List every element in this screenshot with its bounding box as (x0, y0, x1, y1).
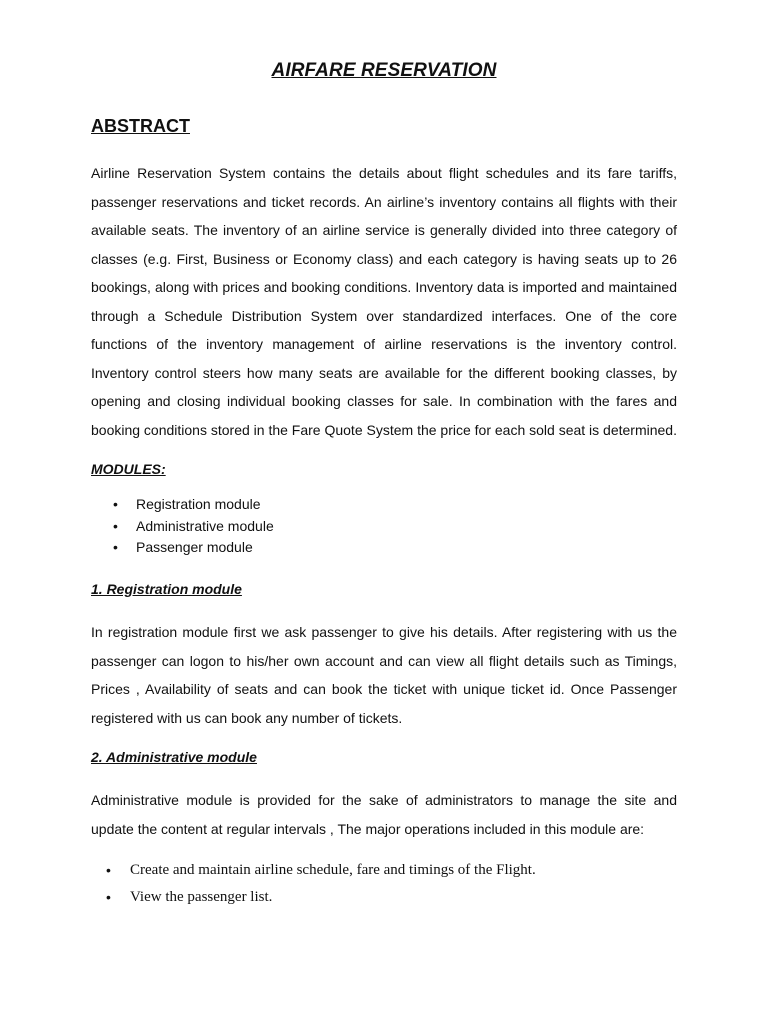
administrative-heading: 2. Administrative module (91, 749, 257, 765)
document-title: AIRFARE RESERVATION (271, 60, 497, 81)
bullet-icon: • (113, 517, 118, 534)
list-item (91, 884, 536, 911)
operations-list (91, 857, 536, 911)
list-item (91, 857, 536, 884)
bullet-icon: • (113, 496, 118, 512)
modules-heading: MODULES: (91, 461, 166, 477)
abstract-heading: ABSTRACT (91, 116, 190, 136)
module-label: Registration module (136, 496, 261, 512)
administrative-paragraph: Administrative module is provided for the sake of administrators to manage the site and update the content at regular intervals , The major operations included in this module are: (91, 792, 677, 837)
module-label: Administrative module (136, 517, 274, 534)
registration-paragraph: In registration module first we ask passenger to give his details. After registering with us the passenger can logon to his/her own account and can view all flight details such as Timings, Prices , Availability of seats and can book the ticket with unique ticket id. Once Passenger registered with us can book any number of tickets. (91, 624, 677, 726)
list-item (91, 494, 274, 516)
bullet-icon: • (113, 539, 118, 555)
list-item (91, 537, 274, 559)
modules-list (91, 494, 274, 559)
operation-label: Create and maintain airline schedule, fare and timings of the Flight. (130, 862, 536, 878)
abstract-paragraph: Airline Reservation System contains the details about flight schedules and its fare tariffs, passenger reservations and ticket records. An airline’s inventory contains all flights with their available seats. The inventory of an airline service is generally divided into three category of classes (e.g. First, Business or Economy class) and each category is having seats up to 26 bookings, along with prices and booking conditions. Inventory data is imported and maintained through a Schedule Distribution System over standardized interfaces. One of the core functions of the inventory management of airline reservations is the inventory control. Inventory control steers how many seats are available for the different booking classes, by opening and closing individual booking classes for sale. In combination with the fares and booking conditions stored in the Fare Quote System the price for each sold seat is determined. (91, 165, 677, 438)
bullet-icon: • (106, 862, 111, 878)
bullet-icon: • (106, 889, 111, 905)
module-label: Passenger module (136, 539, 253, 555)
list-item (91, 516, 274, 538)
operation-label: View the passenger list. (130, 889, 273, 905)
registration-heading: 1. Registration module (91, 581, 242, 597)
